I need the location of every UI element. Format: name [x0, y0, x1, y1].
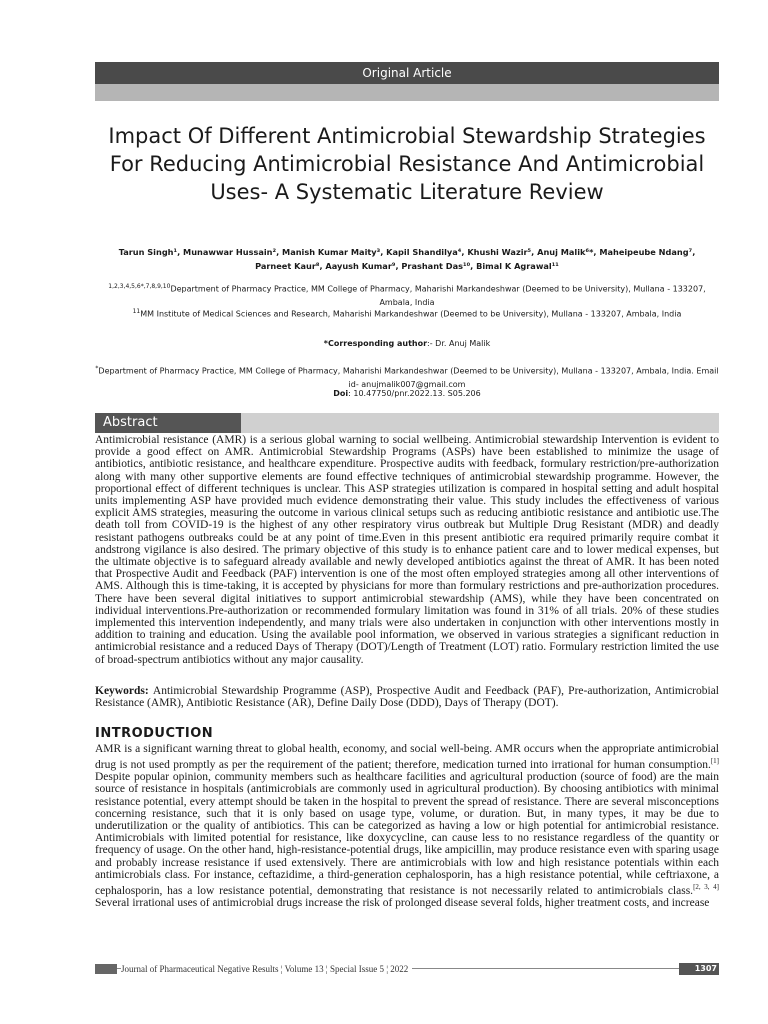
footer-marker	[95, 964, 117, 974]
affiliation-1-text: Department of Pharmacy Practice, MM College of Pharmacy, Maharishi Markandeshwar (Deemed to be University), Mullana - 133207, Ambala, India	[170, 284, 706, 307]
affiliation-1-sup: 1,2,3,4,5,6*,7,8,9,10	[108, 283, 171, 290]
corresponding-author	[95, 337, 719, 350]
corresponding-affiliation-sup: *	[95, 365, 99, 372]
author-line-1: Tarun Singh¹, Munawwar Hussain², Manish Kumar Maity³, Kapil Shandilya⁴, Khushi Wazir⁵, Anuj Malik⁶*, Maheipeube Ndang⁷,	[118, 247, 696, 257]
header-divider-band	[95, 84, 719, 101]
introduction-heading: INTRODUCTION	[95, 726, 214, 741]
corresponding-author-name: :- Dr. Anuj Malik	[427, 339, 491, 348]
affiliation-2	[95, 305, 719, 321]
page-number: 1307	[679, 963, 719, 975]
citation-2[interactable]: [2, 3, 4]	[693, 883, 720, 892]
introduction-paragraph-part-3: Several irrational uses of antimicrobial drugs increase the risk of prolonged disease several folds, higher treatment costs, and increase	[95, 897, 710, 910]
citation-1[interactable]: [1]	[710, 757, 719, 766]
abstract-heading: Abstract	[95, 413, 241, 433]
author-line-2: Parneet Kaur⁸, Aayush Kumar⁹, Prashant Das¹⁰, Bimal K Agrawal¹¹	[255, 261, 559, 271]
keywords-label: Keywords:	[95, 685, 149, 697]
keywords	[95, 685, 719, 709]
abstract-text: Antimicrobial resistance (AMR) is a serious global warning to social wellbeing. Antimicrobial stewardship Intervention is evident to provide a good effect on AMR. Antimicrobial Stewardship Programs (ASPs) have been established to minimize the usage of antibiotics, antibiotic resistance, and healthcare expenditure. Prospective audits with feedback, formulary restriction/pre-authorization along with many other supportive elements are found effective techniques of antimicrobial stewardship programme. However, the proportional effect of different techniques is unclear. This ASP strategies utilization is compared in hospital setting and adult hospital units implementing ASP have provided much evidence demonstrating their value. This study includes the effectiveness of various explicit AMS strategies, measuring the outcome in various clinical setups such as reducing antibiotic resistance and antibiotic use.The death toll from COVID-19 is the highest of any other respiratory virus outbreak but Multiple Drug Resistant (MDR) and deadly resistant pathogens outbreaks could be at any point of time.Even in this present antibiotic era required primarily require combat it andstrong vigilance is also desired. The primary objective of this study is to enhance patient care and to lower medical expenses, but the ultimate objective is to safeguard already available and newly developed antibiotics against the threat of AMR. It has been noted that Prospective Audit and Feedback (PAF) intervention is one of the most often employed strategies among all other interventions of AMS. Although this is time-taking, it is accepted by physicians for more than formulary restrictions and pre-authorization procedures. There have been several digital initiatives to support antimicrobial stewardship (AMS), while they have been concentrated on individual interventions.Pre-authorization or recommended formulary limitation was found in 31% of all trials. 20% of these studies implemented this intervention independently, and many trials were also undertaken in conjunction with other interventions mostly in addition to training and education. Using the available pool information, we observed in various strategies a significant reduction in antimicrobial resistance and a reduced Days of Therapy (DOT)/Length of Treatment (LOT) ratio. Formulary restriction limited the use of broad-spectrum antibiotics without any major causality.	[95, 434, 719, 666]
corresponding-affiliation-text: Department of Pharmacy Practice, MM College of Pharmacy, Maharishi Markandeshwar (Deemed to be University), Mullana - 133207, Ambala, India. Email id- anujmalik007@gmail.com	[98, 366, 719, 389]
introduction-paragraph-part-1: AMR is a significant warning threat to global health, economy, and social well-being. AMR occurs when the appropriate antimicrobial drug is not used promptly as per the requirement of the patient; therefore, medication turned into irrational for human consumption.	[95, 743, 719, 772]
introduction-paragraph-part-2: Despite popular opinion, community members such as healthcare facilities and agricultural production (source of food) are the main source of resistance in hospitals (antimicrobials are commonly used in agricultural production). By choosing antibiotics with minimal resistance potential, every attempt should be taken in the hospital to prevent the spread of resistance. There are several misconceptions concerning resistance, such that it is only based on usage type, volume, or duration. But, in many types, it may be due to underutilization or the quality of antibiotics. This can be categorized as having a low or high potential for antimicrobial resistance. Antimicrobials with limited potential for resistance, like doxycycline, can cause less to no resistance regardless of the quantity or frequency of usage. On the other hand, high-resistance-potential drugs, like ampicillin, may produce resistance even with sparing usage and probably increase resistance if used extensively. There are antimicrobials with low and high resistance potentials within each antimicrobials class. For instance, ceftazidime, a third-generation cephalosporin, has a high resistance potential, while ceftriaxone, a cephalosporin, has a low resistance potential, demonstrating that resistance is not necessarily related to antimicrobials class.	[95, 771, 719, 897]
doi-value: : 10.47750/pnr.2022.13. S05.206	[348, 389, 481, 398]
article-type-label: Original Article	[362, 66, 452, 80]
introduction-text	[95, 743, 719, 909]
keywords-text: Antimicrobial Stewardship Programme (ASP), Prospective Audit and Feedback (PAF), Pre-authorization, Antimicrobial Resistance (AMR), Antibiotic Resistance (AR), Define Daily Dose (DDD), Days of Therapy (DOT).	[95, 685, 720, 710]
corresponding-author-label: *Corresponding author	[323, 339, 428, 348]
affiliation-2-text: MM Institute of Medical Sciences and Research, Maharishi Markandeshwar (Deemed to be University), Mullana - 133207, Ambala, India	[140, 309, 682, 319]
paper-title: Impact Of Different Antimicrobial Stewardship Strategies For Reducing Antimicrobial Resistance And Antimicrobial Uses- A Systematic Literature Review	[108, 124, 706, 204]
article-type-band	[95, 62, 719, 84]
affiliation-2-sup: 11	[132, 308, 141, 315]
author-list	[95, 245, 719, 273]
doi-label: Doi	[333, 389, 349, 398]
doi-line	[95, 387, 719, 400]
journal-footer: Journal of Pharmaceutical Negative Results ¦ Volume 13 ¦ Special Issue 5 ¦ 2022	[121, 964, 412, 974]
